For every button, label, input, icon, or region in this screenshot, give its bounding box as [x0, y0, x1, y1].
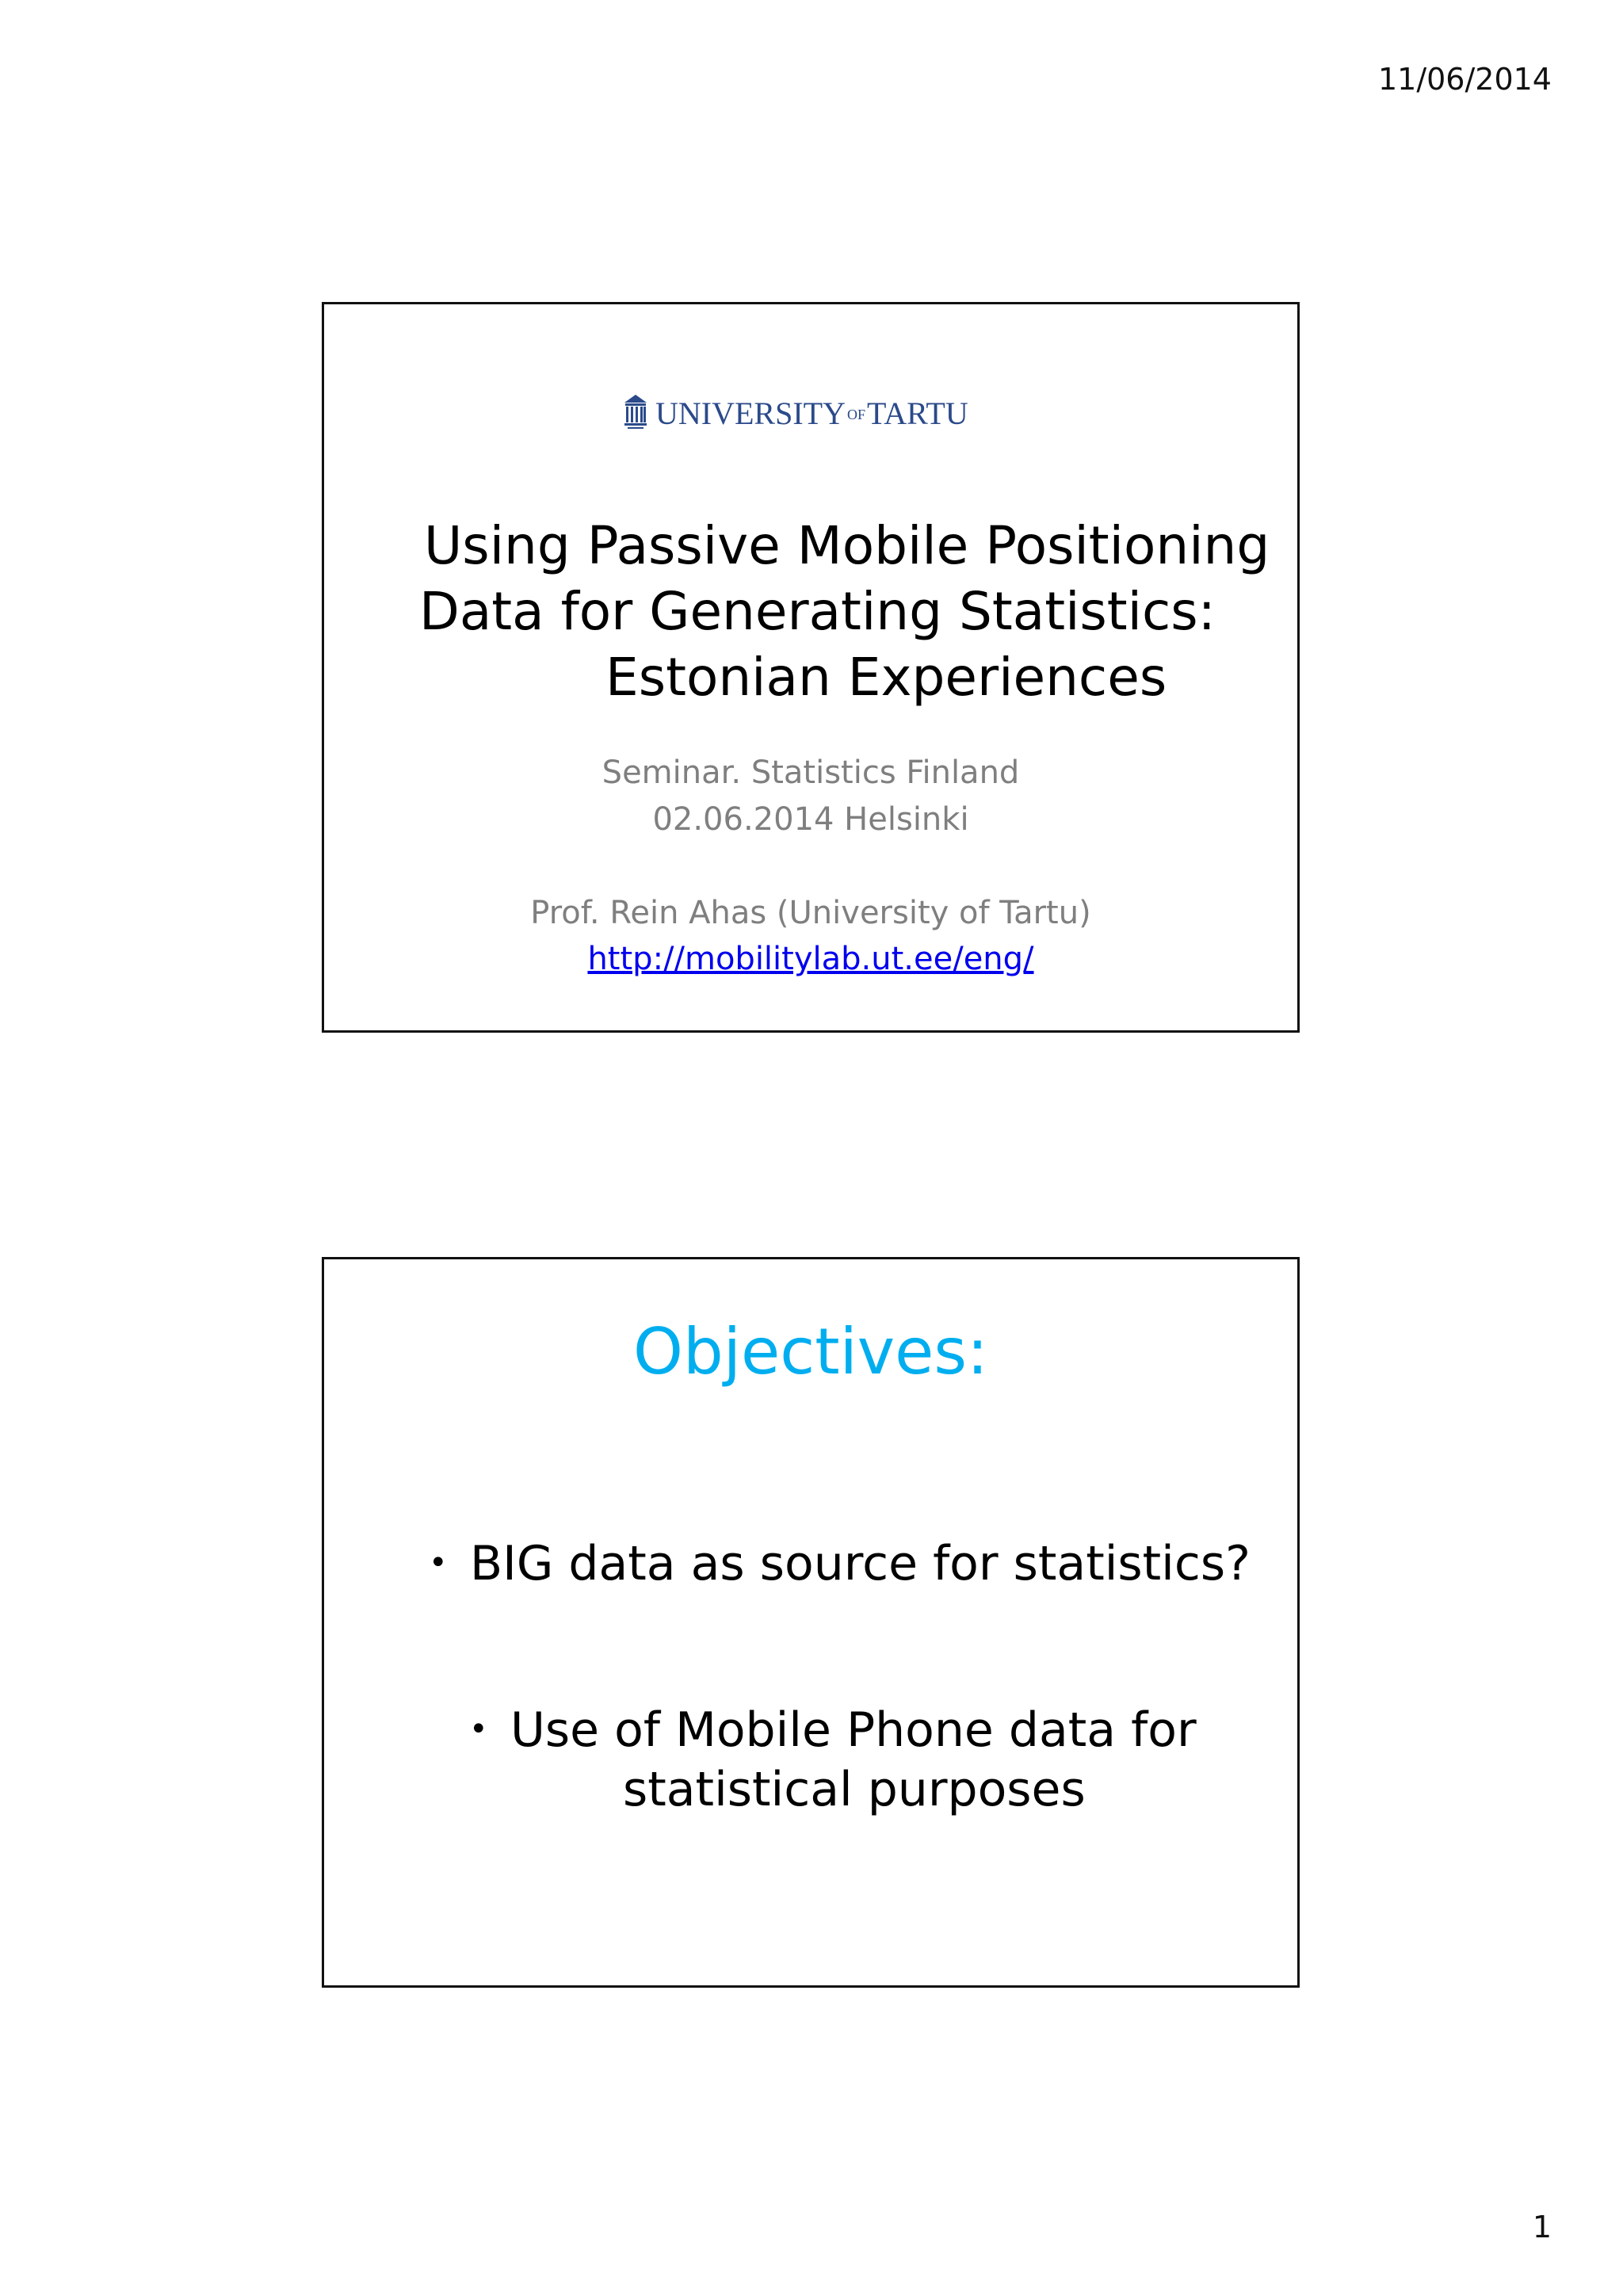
title-line: Estonian Experiences: [605, 647, 1167, 708]
university-logo: [624, 393, 968, 433]
bullet-icon: •: [429, 1545, 448, 1581]
objectives-title: Objectives:: [633, 1315, 988, 1389]
bullet-text-continuation: statistical purposes: [623, 1762, 1086, 1817]
author-text: Prof. Rein Ahas (University of Tartu): [530, 895, 1091, 931]
title-line: Using Passive Mobile Positioning: [424, 515, 1270, 576]
bullet-item: [469, 1699, 1197, 1760]
page-number: 1: [1532, 2210, 1552, 2244]
university-building-icon: [624, 393, 647, 433]
seminar-text: Seminar. Statistics Finland: [601, 755, 1020, 791]
slide-objectives: [322, 1257, 1300, 1988]
date-place-text: 02.06.2014 Helsinki: [652, 801, 969, 838]
logo-wordmark: UNIVERSITY OFTARTU: [655, 395, 968, 431]
bullet-icon: •: [469, 1711, 488, 1748]
bullet-text: Use of Mobile Phone data for: [510, 1702, 1197, 1758]
bullet-text: BIG data as source for statistics?: [470, 1536, 1251, 1591]
mobilitylab-link-wrap: [324, 941, 1297, 977]
page-date: 11/06/2014: [1377, 62, 1552, 97]
mobilitylab-link[interactable]: http://mobilitylab.ut.ee/eng/: [587, 941, 1034, 977]
bullet-item: [429, 1533, 1251, 1594]
title-line: Data for Generating Statistics:: [419, 581, 1216, 642]
slide-title: [322, 302, 1300, 1033]
